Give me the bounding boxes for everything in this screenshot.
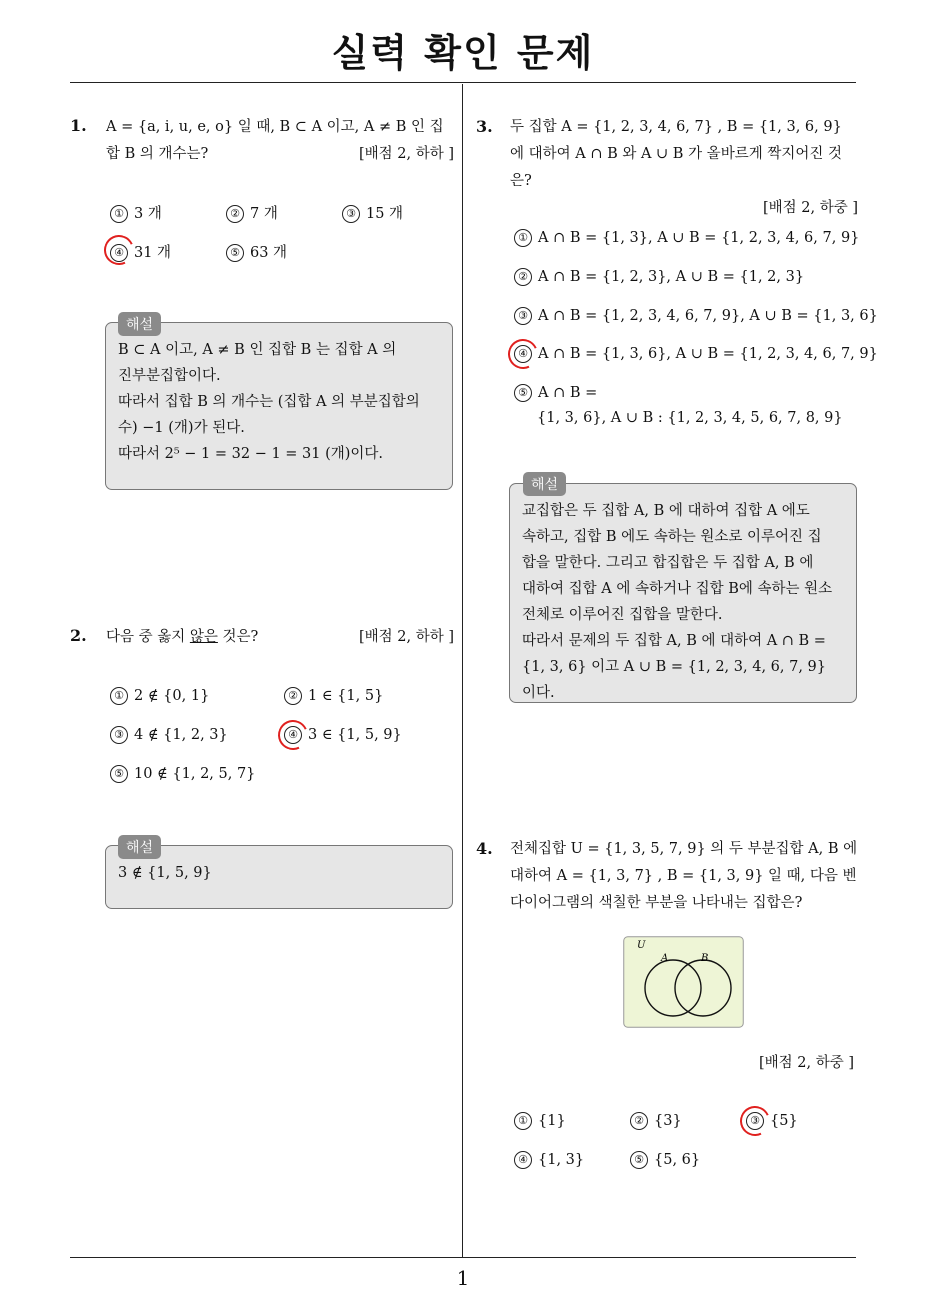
option[interactable]: ③ A ∩ B = {1, 2, 3, 4, 6, 7, 9}, A ∪ B = {1, 3, 6} [514,307,878,325]
option[interactable]: ① A ∩ B = {1, 3}, A ∪ B = {1, 2, 3, 4, 6, 7, 9} [514,229,859,247]
option-marked[interactable]: ④ 31 개 [110,241,171,262]
question-number: 2. [70,626,87,645]
venn-label-b: B [701,953,709,964]
solution-line: 3 ∉ {1, 5, 9} [118,865,212,881]
option[interactable]: ① 2 ∉ {0, 1} [110,687,209,705]
option[interactable]: ① {1} [514,1112,566,1130]
option-marked[interactable]: ③ {5} [746,1112,798,1130]
question-number: 1. [70,116,87,135]
question-2-text: 다음 중 옳지 않은 것은? [배점 2, 하하 ] [106,624,454,651]
solution-line: 따라서 문제의 두 집합 A, B 에 대하여 A ∩ B = [522,633,826,649]
option[interactable]: ② 1 ∈ {1, 5} [284,687,383,705]
solution-line: 전체로 이루어진 집합을 말한다. [522,607,723,623]
option[interactable]: ③ 15 개 [342,202,403,223]
option[interactable]: ② A ∩ B = {1, 2, 3}, A ∪ B = {1, 2, 3} [514,268,804,286]
option[interactable]: ⑤ {5, 6} [630,1151,700,1169]
option[interactable]: ② 7 개 [226,202,278,223]
answer-mark [736,1102,774,1140]
question-meta: [배점 2, 하중 ] [758,1055,854,1071]
page-title: 실력 확인 문제 [331,31,595,75]
question-1-text [106,114,454,168]
option[interactable]: ① 3 개 [110,202,162,223]
answer-mark [274,716,312,754]
solution-line: 수) −1 (개)가 된다. [118,420,245,436]
solution-line: 합을 말한다. 그리고 합집합은 두 집합 A, B 에 [522,555,814,571]
question-4-text: 전체집합 U = {1, 3, 5, 7, 9} 의 두 부분집합 A, B 에 대하여 A = {1, 3, 7} , B = {1, 3, 9} 일 때, 다음 벤 다이어그램의 색칠한 부분을 나타내는 집합은? [510,841,858,911]
question-3-text [510,114,858,222]
venn-label-a: A [661,953,669,964]
solution-line: 진부분집합이다. [118,368,221,384]
option[interactable]: ④ {1, 3} [514,1151,584,1169]
solution-label: 해설 [118,312,161,336]
answer-mark [504,335,542,373]
option[interactable]: ⑤ A ∩ B = [514,384,597,402]
solution-box [105,322,453,490]
question-meta: [배점 2, 하중 ] [762,200,858,216]
footer-rule [70,1257,856,1258]
solution-line: 대하여 집합 A 에 속하거나 집합 B에 속하는 원소 [522,581,833,597]
solution-line: 교집합은 두 집합 A, B 에 대하여 집합 A 에도 [522,503,810,519]
page-number: 1 [456,1266,470,1290]
option[interactable]: ⑤ 63 개 [226,241,287,262]
question-text: 두 집합 A = {1, 2, 3, 4, 6, 7} , B = {1, 3, 6, 9} 에 대하여 A ∩ B 와 A ∪ B 가 올바르게 짝지어진 것은? [510,119,842,189]
solution-line: 따라서 집합 B 의 개수는 (집합 A 의 부분집합의 [118,394,420,410]
venn-diagram [623,936,744,1028]
solution-line: 속하고, 집합 B 에도 속하는 원소로 이루어진 집 [522,529,822,545]
solution-line: {1, 3, 6} 이고 A ∪ B = {1, 2, 3, 4, 6, 7, 9} 이다. [522,659,826,701]
header-rule [70,82,856,83]
question-meta: [배점 2, 하하 ] [358,629,454,645]
column-divider [462,84,463,1257]
solution-box [509,483,857,703]
option[interactable]: ⑤ 10 ∉ {1, 2, 5, 7} [110,765,255,783]
question-text: A = {a, i, u, e, o} 일 때, B ⊂ A 이고, A ≠ B 인 집합 B 의 개수는? [106,119,444,162]
option[interactable]: ② {3} [630,1112,682,1130]
solution-label: 해설 [118,835,161,859]
option-marked[interactable]: ④ 3 ∈ {1, 5, 9} [284,726,402,744]
option[interactable]: ③ 4 ∉ {1, 2, 3} [110,726,228,744]
solution-line: 따라서 2⁵ − 1 = 32 − 1 = 31 (개)이다. [118,446,384,462]
question-number: 3. [476,117,493,136]
question-number: 4. [476,839,493,858]
solution-line: B ⊂ A 이고, A ≠ B 인 집합 B 는 집합 A 의 [118,342,397,358]
option-marked[interactable]: ④ A ∩ B = {1, 3, 6}, A ∪ B = {1, 2, 3, 4, 6, 7, 9} [514,345,878,363]
solution-label: 해설 [523,472,566,496]
venn-label-u: U [637,940,646,951]
answer-mark [100,231,138,269]
question-meta: [배점 2, 하하 ] [358,146,454,162]
option-continued: {1, 3, 6}, A ∪ B : {1, 2, 3, 4, 5, 6, 7, 8, 9} [537,410,843,426]
